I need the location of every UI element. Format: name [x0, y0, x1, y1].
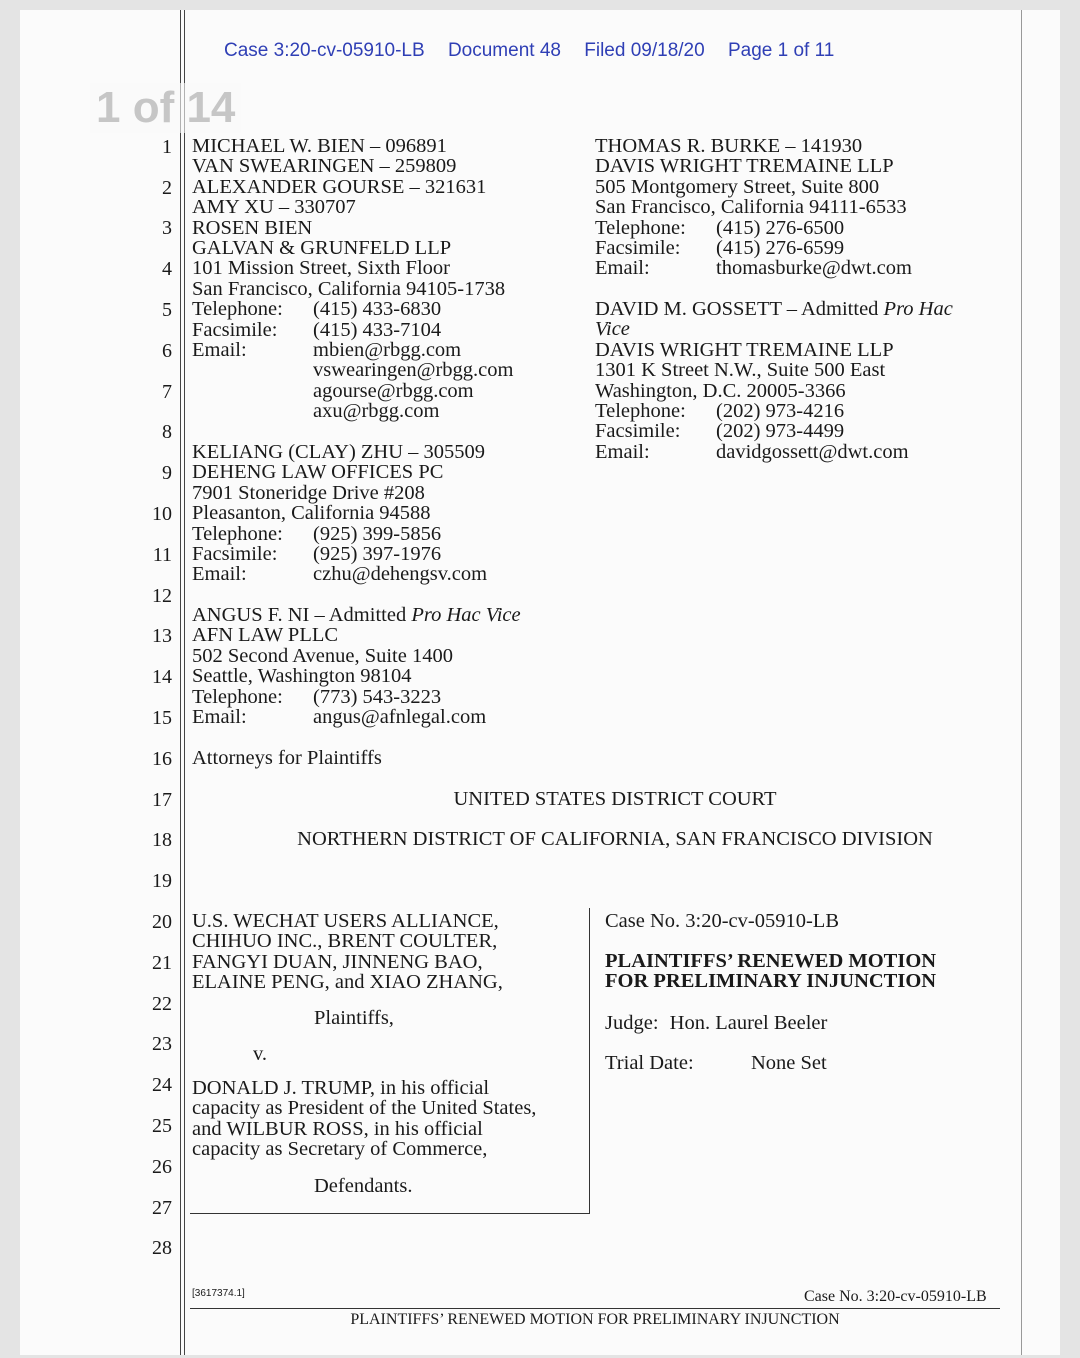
margin-rule-right [1021, 10, 1022, 1355]
line-number: 11 [152, 544, 172, 566]
counsel-line: KELIANG (CLAY) ZHU – 305509 [192, 441, 486, 463]
facsimile-value: (925) 397-1976 [313, 543, 442, 566]
counsel-name: ANGUS F. NI – Admitted [192, 604, 412, 626]
email-label: Email: [192, 563, 247, 586]
email-value: czhu@dehengsv.com [313, 563, 488, 586]
motion-title-line: PLAINTIFFS’ RENEWED MOTION [605, 950, 937, 972]
email-row [192, 381, 513, 401]
line-number: 17 [152, 789, 172, 811]
counsel-block-afn [192, 605, 521, 727]
email-label: Email: [192, 706, 247, 729]
telephone-row [595, 401, 953, 421]
counsel-line: ROSEN BIEN [192, 216, 313, 239]
telephone-value: (202) 973-4216 [716, 400, 845, 423]
email-value: vswearingen@rbgg.com [313, 359, 514, 382]
header-filed-date: Filed 09/18/20 [584, 40, 705, 61]
line-number: 5 [162, 299, 172, 321]
defendant-line: and WILBUR ROSS, in his official [192, 1117, 483, 1140]
counsel-line: MICHAEL W. BIEN – 096891 [192, 135, 447, 157]
telephone-value: (415) 433-6830 [313, 298, 442, 321]
judge-label: Judge: [605, 1012, 659, 1034]
line-number: 20 [152, 911, 172, 933]
trial-date-label: Trial Date: [605, 1052, 694, 1074]
email-value: axu@rbgg.com [313, 400, 440, 423]
counsel-line: Seattle, Washington 98104 [192, 665, 412, 688]
caption-bottom-rule [190, 1213, 590, 1214]
email-row [192, 707, 521, 727]
attorneys-for: Attorneys for Plaintiffs [192, 747, 382, 769]
email-label: Email: [192, 339, 247, 362]
document-page [20, 10, 1060, 1355]
counsel-line: Washington, D.C. 20005-3366 [595, 379, 846, 402]
line-number: 28 [152, 1237, 172, 1259]
counsel-line: San Francisco, California 94111-6533 [595, 196, 907, 219]
facsimile-row [192, 320, 513, 340]
line-number: 22 [152, 993, 172, 1015]
footer-rule [190, 1308, 1000, 1309]
counsel-name-line [595, 299, 953, 319]
telephone-label: Telephone: [595, 400, 686, 423]
line-number: 25 [152, 1115, 172, 1137]
line-number: 24 [152, 1074, 172, 1096]
telephone-label: Telephone: [192, 685, 283, 708]
telephone-value: (925) 399-5856 [313, 522, 442, 545]
margin-rule-inner [184, 10, 185, 1355]
counsel-line: THOMAS R. BURKE – 141930 [595, 135, 863, 157]
plaintiffs-label: Plaintiffs, [314, 1007, 394, 1029]
line-number: 26 [152, 1156, 172, 1178]
counsel-line: DAVIS WRIGHT TREMAINE LLP [595, 155, 894, 178]
court-district: NORTHERN DISTRICT OF CALIFORNIA, SAN FRANCISCO DIVISION [297, 828, 933, 850]
email-label: Email: [595, 257, 650, 280]
line-number: 2 [162, 177, 172, 199]
facsimile-row [192, 544, 487, 564]
judge-row [605, 1013, 827, 1033]
footer-title: PLAINTIFFS’ RENEWED MOTION FOR PRELIMINARY INJUNCTION [350, 1311, 840, 1328]
telephone-value: (415) 276-6500 [716, 216, 845, 239]
case-number: Case No. 3:20-cv-05910-LB [605, 910, 839, 932]
counsel-name-line-cont [595, 319, 953, 339]
counsel-line: 101 Mission Street, Sixth Floor [192, 257, 450, 280]
plaintiff-line: U.S. WECHAT USERS ALLIANCE, [192, 910, 499, 932]
counsel-block-dwt-gossett [595, 299, 953, 462]
defendant-line: capacity as Secretary of Commerce, [192, 1138, 488, 1161]
caption-defendants [192, 1078, 536, 1160]
line-number: 16 [152, 748, 172, 770]
counsel-line: 1301 K Street N.W., Suite 500 East [595, 359, 886, 382]
facsimile-row [595, 421, 953, 441]
counsel-line: DEHENG LAW OFFICES PC [192, 461, 444, 484]
line-number: 19 [152, 870, 172, 892]
counsel-block-deheng [192, 442, 487, 585]
telephone-label: Telephone: [192, 522, 283, 545]
line-number: 23 [152, 1033, 172, 1055]
plaintiff-line: ELAINE PENG, and XIAO ZHANG, [192, 971, 503, 994]
counsel-name-line [192, 605, 521, 625]
line-number: 21 [152, 952, 172, 974]
counsel-line: 7901 Stoneridge Drive #208 [192, 481, 425, 504]
line-number: 18 [152, 829, 172, 851]
viewer-page-counter: 1 of 14 [90, 83, 241, 133]
facsimile-label: Facsimile: [192, 318, 278, 341]
facsimile-value: (415) 276-6599 [716, 237, 845, 260]
email-row [595, 442, 953, 462]
telephone-row [192, 524, 487, 544]
counsel-line: AMY XU – 330707 [192, 196, 356, 219]
email-value: mbien@rbgg.com [313, 339, 462, 362]
facsimile-value: (202) 973-4499 [716, 420, 845, 443]
trial-date-row [605, 1053, 827, 1073]
defendant-line: capacity as President of the United States, [192, 1097, 537, 1120]
trial-date-value: None Set [751, 1052, 827, 1074]
defendants-label: Defendants. [314, 1175, 413, 1197]
caption-divider [589, 908, 590, 1213]
facsimile-label: Facsimile: [595, 420, 681, 443]
counsel-line: VAN SWEARINGEN – 259809 [192, 155, 457, 178]
facsimile-value: (415) 433-7104 [313, 318, 442, 341]
telephone-row [192, 687, 521, 707]
facsimile-label: Facsimile: [192, 543, 278, 566]
plaintiff-line: FANGYI DUAN, JINNENG BAO, [192, 950, 483, 973]
versus: v. [253, 1043, 268, 1065]
line-number: 7 [162, 381, 172, 403]
email-row [192, 360, 513, 380]
counsel-line: AFN LAW PLLC [192, 624, 339, 647]
telephone-label: Telephone: [192, 298, 283, 321]
line-number: 10 [152, 503, 172, 525]
vice: Vice [595, 318, 630, 341]
email-row [595, 258, 912, 278]
email-value: thomasburke@dwt.com [716, 257, 912, 280]
line-number: 12 [152, 585, 172, 607]
email-value: davidgossett@dwt.com [716, 440, 909, 463]
line-number: 9 [162, 462, 172, 484]
footer-doc-id: [3617374.1] [192, 1288, 245, 1299]
pro-hac-vice: Pro Hac Vice [411, 604, 521, 626]
counsel-line: 505 Montgomery Street, Suite 800 [595, 175, 880, 198]
telephone-label: Telephone: [595, 216, 686, 239]
line-number: 13 [152, 625, 172, 647]
email-row [192, 401, 513, 421]
counsel-block-rbgg [192, 136, 513, 422]
facsimile-label: Facsimile: [595, 237, 681, 260]
counsel-line: GALVAN & GRUNFELD LLP [192, 237, 452, 260]
telephone-row [595, 218, 912, 238]
judge-value: Hon. Laurel Beeler [669, 1012, 828, 1034]
line-number: 6 [162, 340, 172, 362]
header-document-number: Document 48 [447, 40, 561, 61]
line-number: 27 [152, 1197, 172, 1219]
counsel-line: ALEXANDER GOURSE – 321631 [192, 175, 487, 198]
defendant-line: DONALD J. TRUMP, in his official [192, 1077, 490, 1099]
plaintiff-line: CHIHUO INC., BRENT COULTER, [192, 930, 498, 953]
caption-plaintiffs [192, 911, 503, 993]
facsimile-row [595, 238, 912, 258]
header-case-number: Case 3:20-cv-05910-LB [224, 40, 425, 61]
margin-rule-outer [180, 10, 181, 1355]
pro-hac: Pro Hac [883, 298, 953, 320]
motion-title [605, 951, 936, 992]
motion-title-line: FOR PRELIMINARY INJUNCTION [605, 970, 937, 993]
line-number: 1 [162, 136, 172, 158]
email-value: agourse@rbgg.com [313, 379, 474, 402]
email-row [192, 340, 513, 360]
email-row [192, 564, 487, 584]
line-number: 14 [152, 666, 172, 688]
counsel-block-dwt-burke [595, 136, 912, 279]
court-name: UNITED STATES DISTRICT COURT [453, 788, 777, 810]
line-number: 4 [162, 258, 172, 280]
header-page-number: Page 1 of 11 [727, 40, 835, 61]
email-value: angus@afnlegal.com [313, 706, 487, 729]
line-number: 15 [152, 707, 172, 729]
footer-case-number: Case No. 3:20-cv-05910-LB [804, 1288, 987, 1305]
counsel-line: San Francisco, California 94105-1738 [192, 277, 506, 300]
telephone-row [192, 299, 513, 319]
counsel-line: Pleasanton, California 94588 [192, 502, 431, 525]
ecf-header-stamp [224, 40, 852, 62]
telephone-value: (773) 543-3223 [313, 685, 442, 708]
email-label: Email: [595, 440, 650, 463]
counsel-name: DAVID M. GOSSETT – Admitted [595, 298, 884, 320]
line-number: 3 [162, 217, 172, 239]
counsel-line: 502 Second Avenue, Suite 1400 [192, 644, 453, 667]
line-number: 8 [162, 421, 172, 443]
counsel-line: DAVIS WRIGHT TREMAINE LLP [595, 338, 894, 361]
